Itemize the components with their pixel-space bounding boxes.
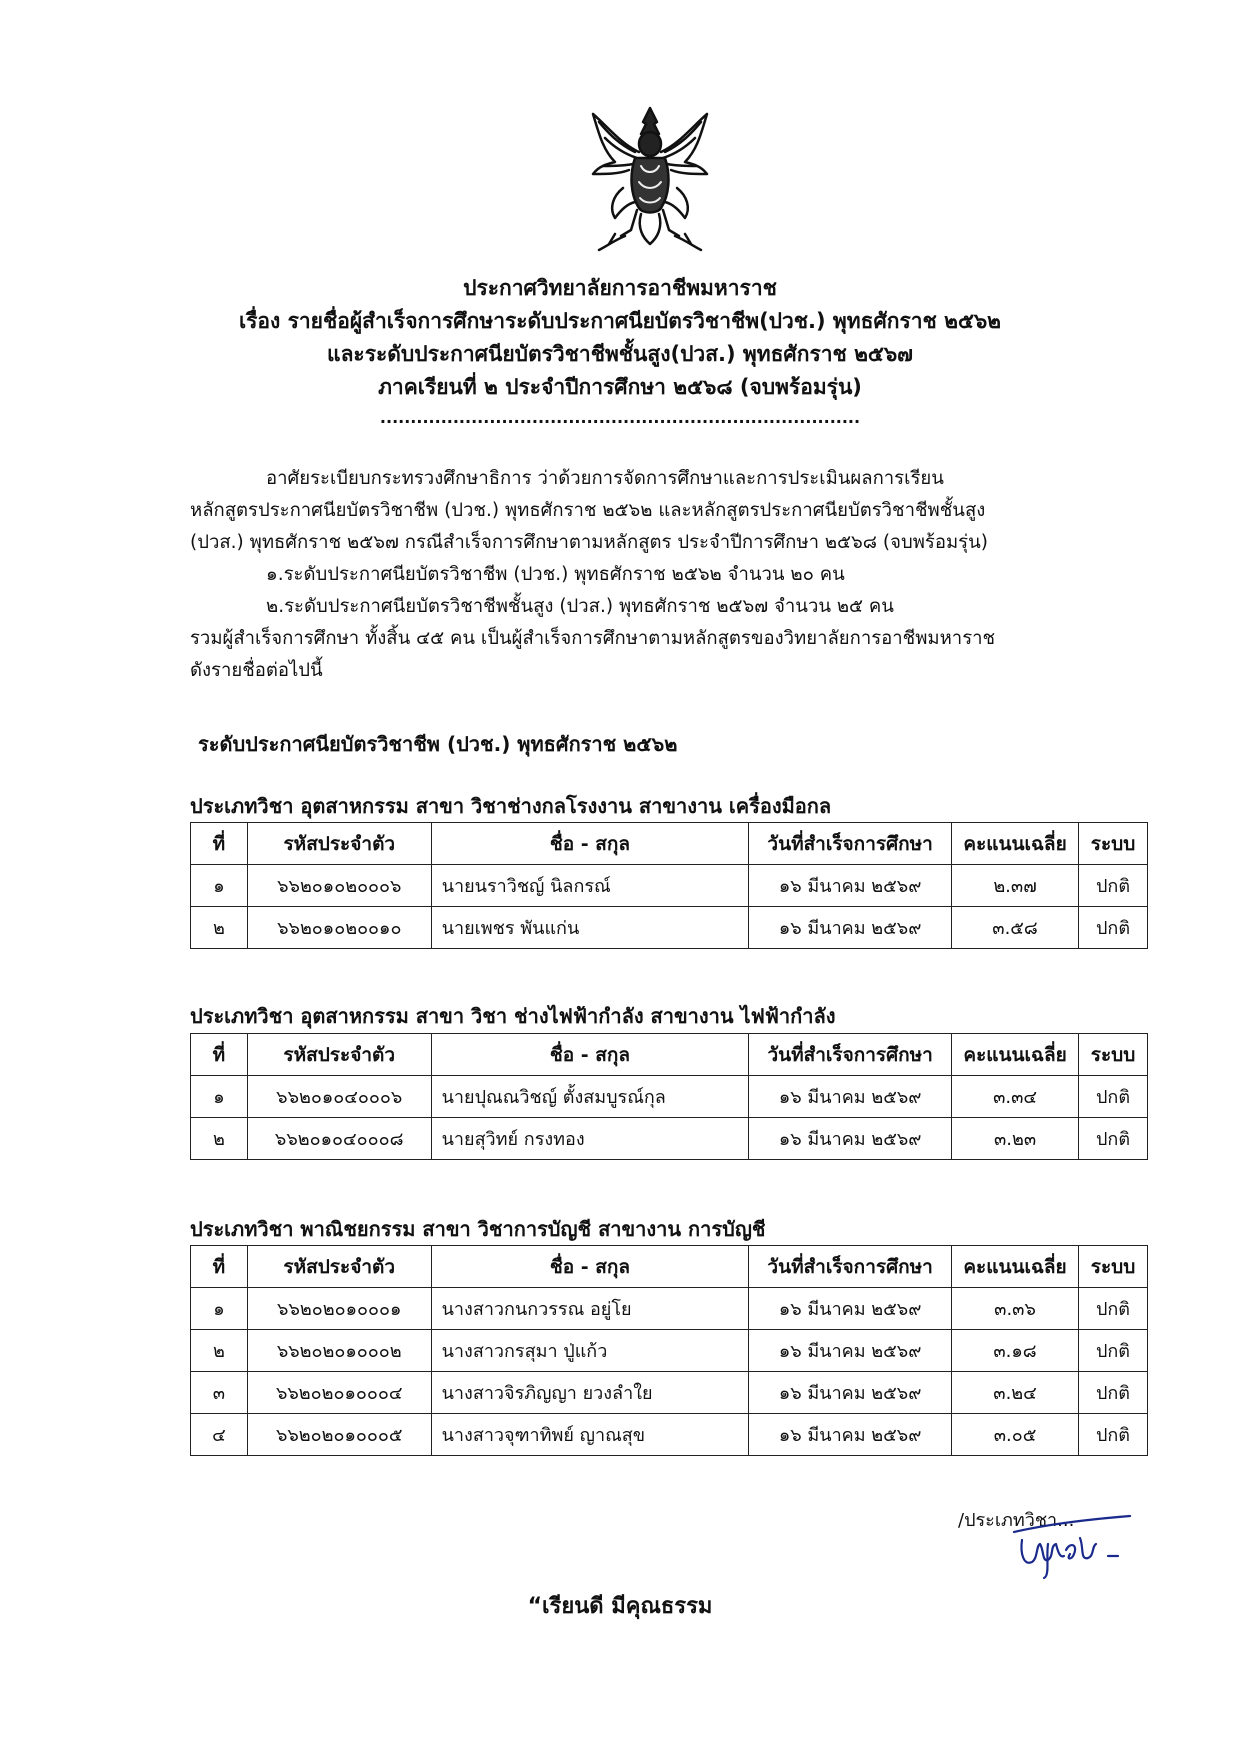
cell-system: ปกติ	[1079, 1288, 1148, 1330]
announcement-title: ประกาศวิทยาลัยการอาชีพมหาราช	[463, 276, 777, 300]
table-row	[191, 1414, 1148, 1456]
continued-marker: /ประเภทวิชา...	[958, 1510, 1075, 1531]
header-system: ระบบ	[1079, 823, 1148, 865]
header-system: ระบบ	[1079, 1246, 1148, 1288]
table-row	[191, 907, 1148, 949]
section-title-1: ประเภทวิชา อุตสาหกรรม สาขา วิชาช่างกลโรงงาน สาขางาน เครื่องมือกล	[190, 794, 832, 818]
cell-student-id: ๖๖๒๐๑๐๔๐๐๐๘	[247, 1118, 431, 1160]
section-title-3: ประเภทวิชา พาณิชยกรรม สาขา วิชาการบัญชี สาขางาน การบัญชี	[190, 1217, 766, 1241]
cell-system: ปกติ	[1079, 1076, 1148, 1118]
cell-student-id: ๖๖๒๐๒๐๑๐๐๐๕	[247, 1414, 431, 1456]
header-no: ที่	[191, 1034, 248, 1076]
cell-system: ปกติ	[1079, 1118, 1148, 1160]
cell-system: ปกติ	[1079, 1330, 1148, 1372]
garuda-emblem-icon	[585, 104, 715, 256]
cell-gpa: ๓.๕๘	[952, 907, 1079, 949]
cell-no: ๔	[191, 1414, 248, 1456]
cell-no: ๑	[191, 1076, 248, 1118]
motto: “เรียนดี มีคุณธรรม	[527, 1594, 713, 1619]
body-paragraph-1: อาศัยระเบียบกระทรวงศึกษาธิการ ว่าด้วยการจัดการศึกษาและการประเมินผลการเรียน	[266, 468, 944, 489]
cell-no: ๒	[191, 1330, 248, 1372]
header-name: ชื่อ - สกุล	[431, 823, 748, 865]
cell-system: ปกติ	[1079, 1372, 1148, 1414]
cell-no: ๒	[191, 907, 248, 949]
graduates-table-2	[190, 1033, 1148, 1160]
table-header-row	[191, 823, 1148, 865]
announcement-subject: เรื่อง รายชื่อผู้สำเร็จการศึกษาระดับประกาศนียบัตรวิชาชีพ(ปวช.) พุทธศักราช ๒๕๖๒	[238, 309, 1002, 333]
header-system: ระบบ	[1079, 1034, 1148, 1076]
cell-name: นายสุวิทย์ กรงทอง	[431, 1118, 749, 1160]
cell-name: นางสาวกรสุมา ปู่แก้ว	[431, 1330, 749, 1372]
cell-student-id: ๖๖๒๐๒๐๑๐๐๐๑	[247, 1288, 431, 1330]
cell-graduation-date: ๑๖ มีนาคม ๒๕๖๙	[749, 907, 952, 949]
body-paragraph-2: หลักสูตรประกาศนียบัตรวิชาชีพ (ปวช.) พุทธศักราช ๒๕๖๒ และหลักสูตรประกาศนียบัตรวิชาชีพชั้นสูง	[190, 500, 986, 521]
header-name: ชื่อ - สกุล	[431, 1246, 749, 1288]
table-row	[191, 1076, 1148, 1118]
header-name: ชื่อ - สกุล	[431, 1034, 749, 1076]
cell-graduation-date: ๑๖ มีนาคม ๒๕๖๙	[749, 1076, 952, 1118]
section-title-2: ประเภทวิชา อุตสาหกรรม สาขา วิชา ช่างไฟฟ้ากำลัง สาขางาน ไฟฟ้ากำลัง	[190, 1004, 836, 1028]
cell-name: นางสาวจิรภิญญา ยวงลำใย	[431, 1372, 749, 1414]
cell-student-id: ๖๖๒๐๑๐๔๐๐๐๖	[247, 1076, 431, 1118]
announcement-header	[0, 272, 1240, 430]
cell-graduation-date: ๑๖ มีนาคม ๒๕๖๙	[749, 865, 952, 907]
cell-student-id: ๖๖๒๐๑๐๒๐๐๐๖	[247, 865, 431, 907]
cell-no: ๒	[191, 1118, 248, 1160]
announcement-subject-line2: และระดับประกาศนียบัตรวิชาชีพชั้นสูง(ปวส.) พุทธศักราช ๒๕๖๗	[327, 342, 913, 366]
cell-graduation-date: ๑๖ มีนาคม ๒๕๖๙	[749, 1288, 952, 1330]
header-no: ที่	[191, 823, 248, 865]
cell-gpa: ๒.๓๗	[952, 865, 1079, 907]
header-gpa: คะแนนเฉลี่ย	[952, 823, 1079, 865]
level-title: ระดับประกาศนียบัตรวิชาชีพ (ปวช.) พุทธศักราช ๒๕๖๒	[198, 732, 678, 756]
header-student-id: รหัสประจำตัว	[247, 1034, 431, 1076]
cell-system: ปกติ	[1079, 1414, 1148, 1456]
cell-student-id: ๖๖๒๐๒๐๑๐๐๐๔	[247, 1372, 431, 1414]
header-divider: ...............................................................................	[379, 408, 861, 427]
cell-gpa: ๓.๓๔	[952, 1076, 1079, 1118]
cell-gpa: ๓.๒๔	[952, 1372, 1079, 1414]
header-graduation-date: วันที่สำเร็จการศึกษา	[749, 1034, 952, 1076]
cell-graduation-date: ๑๖ มีนาคม ๒๕๖๙	[749, 1372, 952, 1414]
cell-name: นายเพชร พันแก่น	[431, 907, 748, 949]
cell-student-id: ๖๖๒๐๒๐๑๐๐๐๒	[247, 1330, 431, 1372]
header-student-id: รหัสประจำตัว	[247, 823, 431, 865]
body-summary: รวมผู้สำเร็จการศึกษา ทั้งสิ้น ๔๕ คน เป็นผู้สำเร็จการศึกษาตามหลักสูตรของวิทยาลัยการอาชีพมหาราช	[190, 628, 996, 649]
cell-no: ๓	[191, 1372, 248, 1414]
cell-name: นางสาวจุฑาทิพย์ ญาณสุข	[431, 1414, 749, 1456]
table-row	[191, 1288, 1148, 1330]
body-paragraph-3: (ปวส.) พุทธศักราช ๒๕๖๗ กรณีสำเร็จการศึกษาตามหลักสูตร ประจำปีการศึกษา ๒๕๖๘ (จบพร้อมรุ่น)	[190, 532, 988, 553]
table-row	[191, 865, 1148, 907]
table-row	[191, 1372, 1148, 1414]
graduates-table-3	[190, 1245, 1148, 1456]
cell-gpa: ๓.๑๘	[952, 1330, 1079, 1372]
cell-no: ๑	[191, 1288, 248, 1330]
table-header-row	[191, 1246, 1148, 1288]
cell-name: นายปุณณวิชญ์ ตั้งสมบูรณ์กุล	[431, 1076, 749, 1118]
cell-student-id: ๖๖๒๐๑๐๒๐๐๑๐	[247, 907, 431, 949]
body-text	[190, 463, 1170, 687]
cell-gpa: ๓.๐๕	[952, 1414, 1079, 1456]
header-graduation-date: วันที่สำเร็จการศึกษา	[749, 1246, 952, 1288]
table-header-row	[191, 1034, 1148, 1076]
cell-system: ปกติ	[1079, 865, 1148, 907]
graduates-table-1	[190, 822, 1148, 949]
header-gpa: คะแนนเฉลี่ย	[952, 1246, 1079, 1288]
cell-no: ๑	[191, 865, 248, 907]
header-graduation-date: วันที่สำเร็จการศึกษา	[749, 823, 952, 865]
cell-gpa: ๓.๒๓	[952, 1118, 1079, 1160]
header-student-id: รหัสประจำตัว	[247, 1246, 431, 1288]
cell-gpa: ๓.๓๖	[952, 1288, 1079, 1330]
cell-graduation-date: ๑๖ มีนาคม ๒๕๖๙	[749, 1330, 952, 1372]
cell-name: นายนราวิชญ์ นิลกรณ์	[431, 865, 748, 907]
announcement-subject-line3: ภาคเรียนที่ ๒ ประจำปีการศึกษา ๒๕๖๘ (จบพร้อมรุ่น)	[378, 375, 862, 399]
table-row	[191, 1118, 1148, 1160]
cell-graduation-date: ๑๖ มีนาคม ๒๕๖๙	[749, 1414, 952, 1456]
header-no: ที่	[191, 1246, 248, 1288]
cell-name: นางสาวกนกวรรณ อยู่โย	[431, 1288, 749, 1330]
table-row	[191, 1330, 1148, 1372]
cell-graduation-date: ๑๖ มีนาคม ๒๕๖๙	[749, 1118, 952, 1160]
cell-system: ปกติ	[1079, 907, 1148, 949]
signature-icon	[1010, 1510, 1140, 1580]
body-item-2: ๒.ระดับประกาศนียบัตรวิชาชีพชั้นสูง (ปวส.) พุทธศักราช ๒๕๖๗ จำนวน ๒๕ คน	[266, 596, 894, 617]
header-gpa: คะแนนเฉลี่ย	[952, 1034, 1079, 1076]
body-item-1: ๑.ระดับประกาศนียบัตรวิชาชีพ (ปวช.) พุทธศักราช ๒๕๖๒ จำนวน ๒๐ คน	[266, 564, 845, 585]
body-summary-line2: ดังรายชื่อต่อไปนี้	[190, 660, 323, 681]
